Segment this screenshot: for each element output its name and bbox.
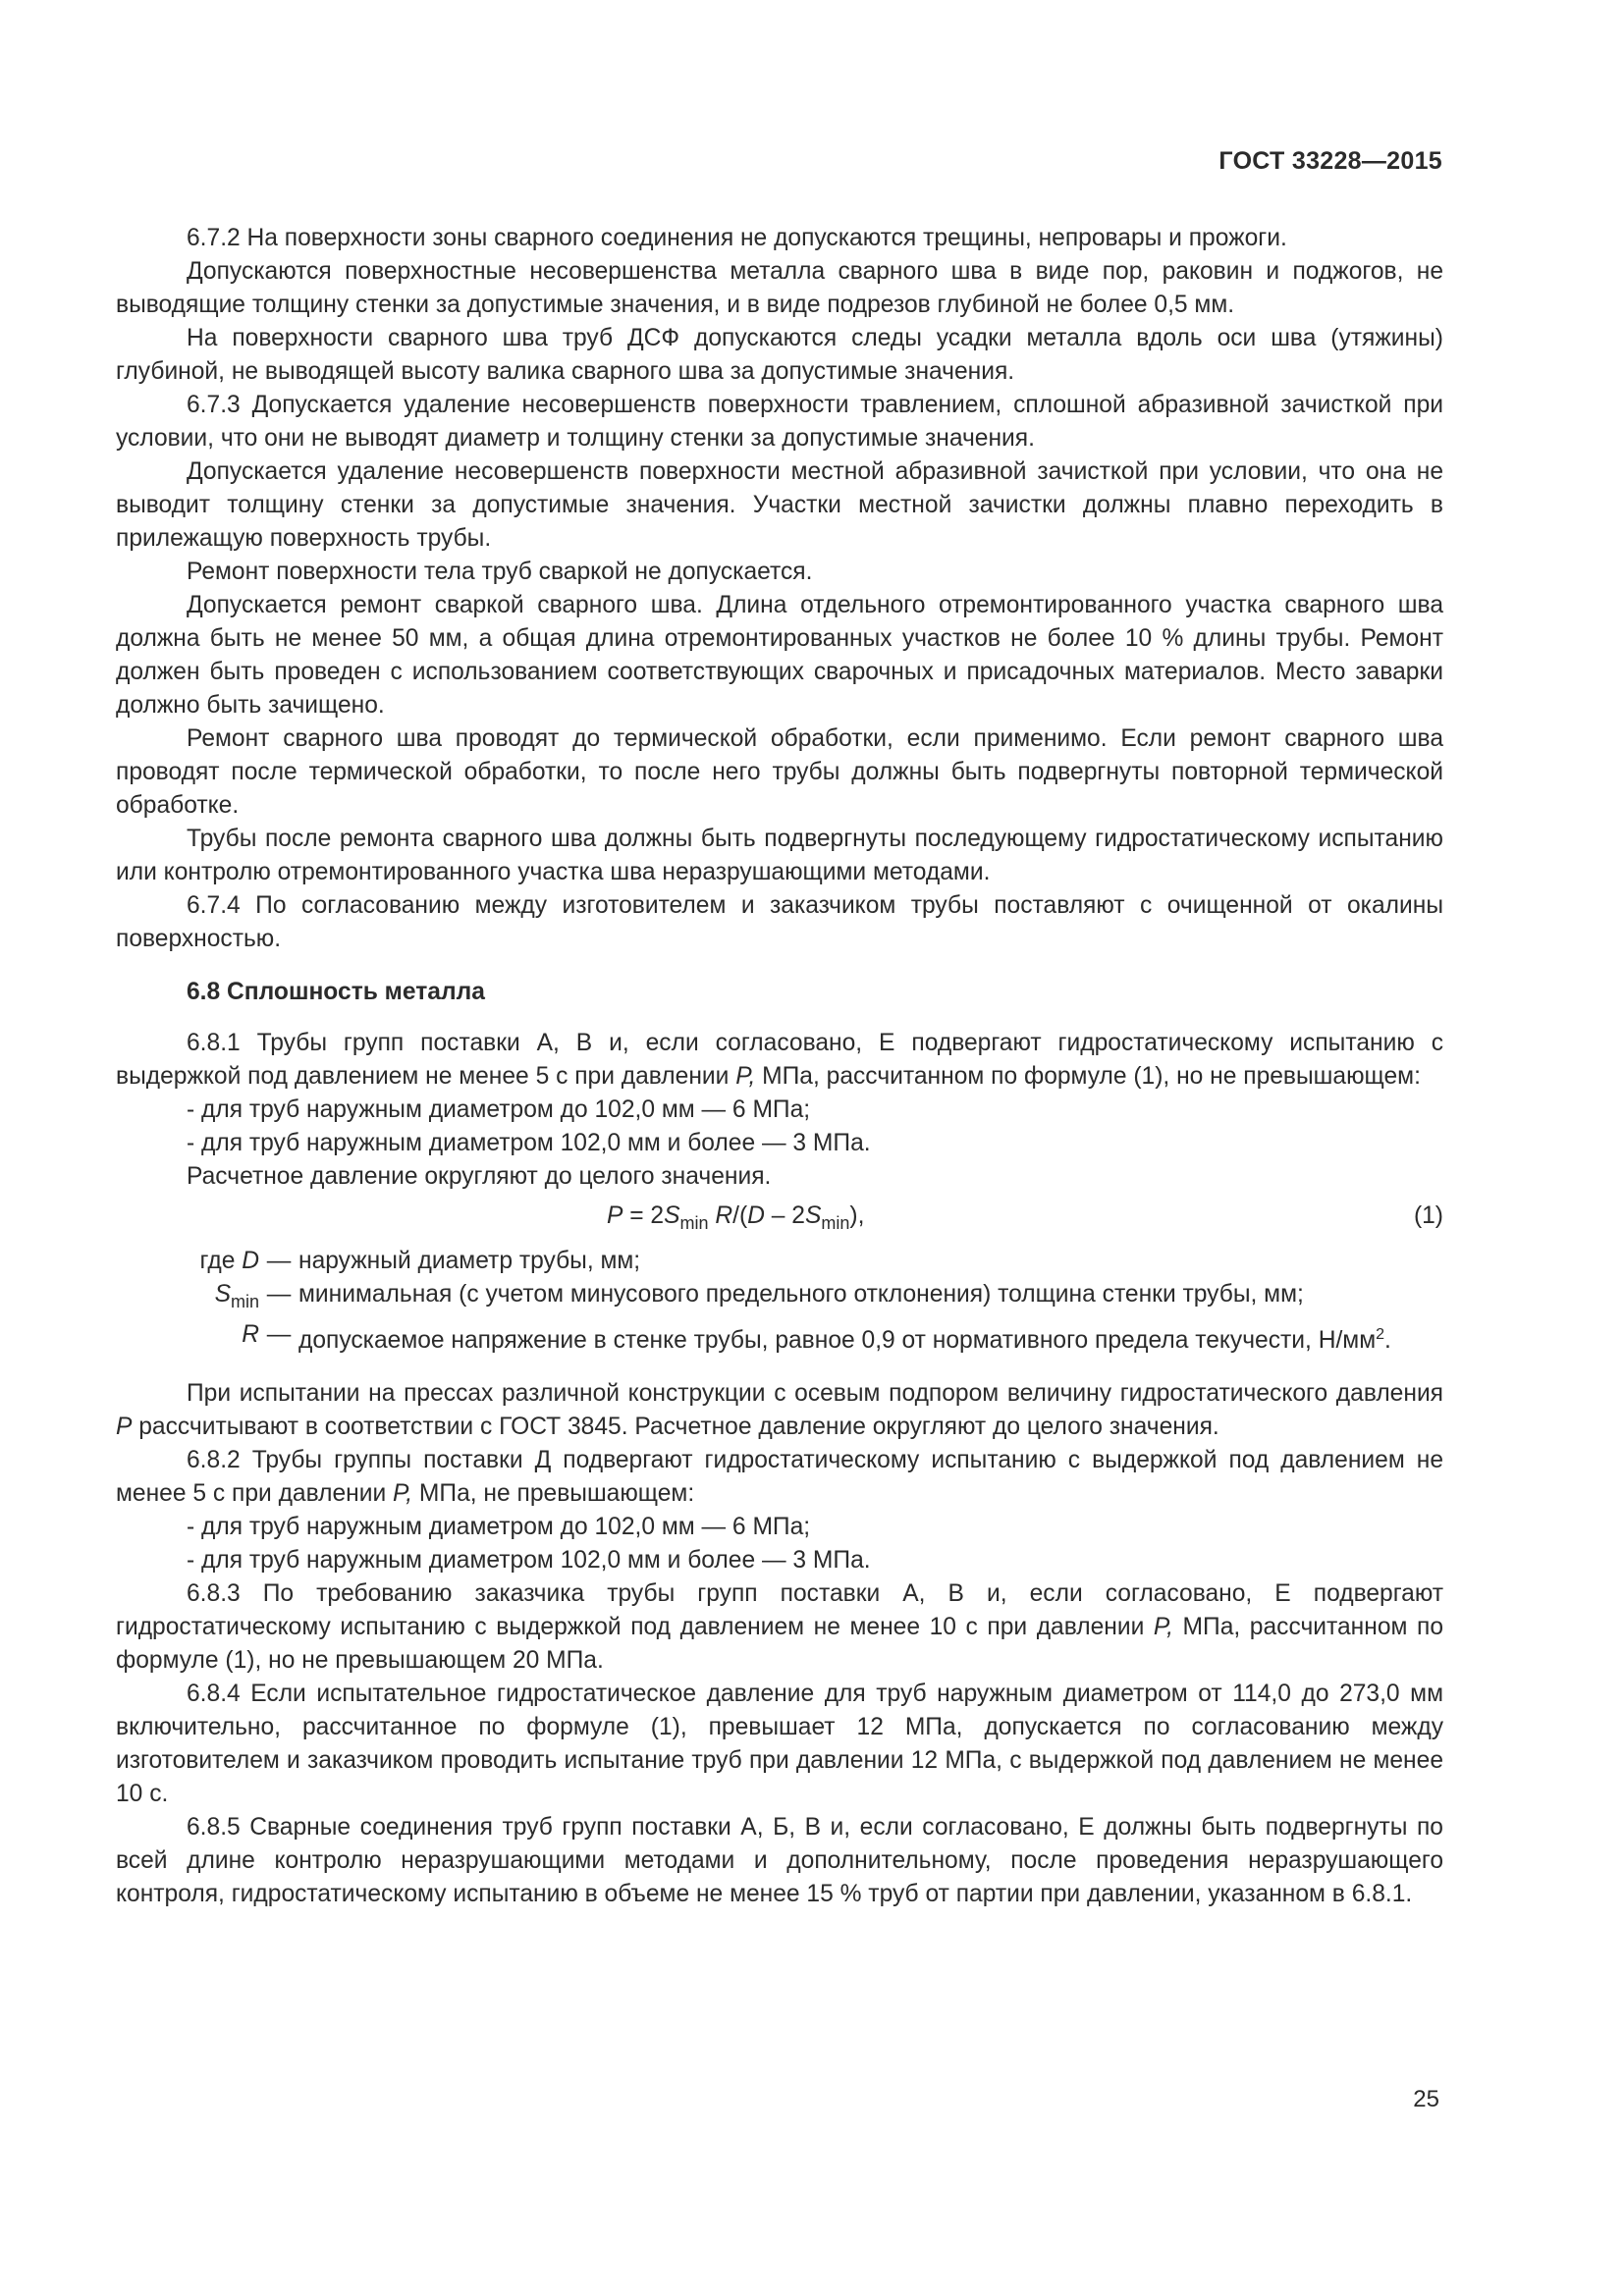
variable-p: P, — [1153, 1614, 1173, 1640]
symbol-r: R — [242, 1321, 259, 1348]
paragraph-6-8-5: 6.8.5 Сварные соединения труб групп поставки А, Б, В и, если согласовано, Е должны быть подвергнуты по всей длине контролю неразрушающими методами и дополнительному, после проведения неразрушающего контроля, гидростатическому испытанию в объеме не менее 15 % труб от партии при давлении, указанном в 6.8.1. — [116, 1814, 1443, 1907]
symbol-s: S — [214, 1281, 231, 1308]
formula-part: = 2 — [623, 1202, 665, 1229]
paragraph-rounding-note: Расчетное давление округляют до целого значения. — [187, 1163, 772, 1190]
text-run: допускаемое напряжение в стенке трубы, равное 0,9 от нормативного предела текучести, Н/мм — [298, 1327, 1377, 1354]
definition-dash: — — [266, 1321, 292, 1348]
superscript: 2 — [1376, 1326, 1385, 1343]
definition-dash: — — [266, 1281, 292, 1308]
symbol-sub-min: min — [230, 1292, 259, 1311]
formula-sub-min: min — [821, 1213, 850, 1233]
definition-text: минимальная (с учетом минусового предельного отклонения) толщина стенки трубы, мм; — [298, 1281, 1304, 1308]
formula-var-s: S — [664, 1202, 680, 1229]
definition-symbol — [116, 1278, 259, 1318]
formula-definitions — [116, 1245, 1443, 1358]
definition-symbol — [116, 1245, 259, 1278]
text-run: 6.8.2 Трубы группы поставки Д подвергают гидростатическому испытанию с выдержкой под давлением не менее 5 с при давлении — [116, 1447, 1443, 1507]
paragraph-6-8-2 — [116, 1444, 1443, 1511]
text-run: МПа, рассчитанном по формуле (1), но не превышающем: — [755, 1063, 1421, 1090]
variable-p: P, — [735, 1063, 756, 1090]
list-item-6-8-2-a: - для труб наружным диаметром до 102,0 мм — 6 МПа; — [187, 1514, 811, 1540]
formula-var-r: R — [708, 1202, 733, 1229]
paragraph-6-7-2: 6.7.2 На поверхности зоны сварного соединения не допускаются трещины, непровары и прожоги. — [187, 225, 1287, 251]
formula-var-p: P — [607, 1202, 623, 1229]
paragraph-6-7-3: 6.7.3 Допускается удаление несовершенств поверхности травлением, сплошной абразивной зачисткой при условии, что они не выводят диаметр и толщину стенки за допустимые значения. — [116, 392, 1443, 452]
paragraph-body-repair: Ремонт поверхности тела труб сваркой не допускается. — [187, 559, 813, 585]
definition-symbol — [116, 1318, 259, 1358]
text-run: При испытании на прессах различной конструкции с осевым подпором величину гидростатического давления — [187, 1380, 1443, 1407]
text-run: МПа, рассчитанном по формуле (1), но не превышающем 20 МПа. — [116, 1614, 1444, 1674]
formula-var-d: D — [747, 1202, 765, 1229]
variable-p: P, — [393, 1480, 413, 1507]
page-number: 25 — [1413, 2086, 1439, 2112]
paragraph-weld-repair: Допускается ремонт сваркой сварного шва. Длина отдельного отремонтированного участка сварного шва должна быть не менее 50 мм, а общая длина отремонтированных участков не более 10 % длины трубы. Ремонт должен быть проведен с использованием соответствующих сварочных и присадочных материалов. Место заварки должно быть зачищено. — [116, 592, 1443, 719]
formula-part: ), — [849, 1202, 865, 1229]
variable-p: Р — [116, 1414, 133, 1440]
section-title-6-8: 6.8 Сплошность металла — [187, 979, 485, 1005]
paragraph-6-8-4: 6.8.4 Если испытательное гидростатическое давление для труб наружным диаметром от 114,0 до 273,0 мм включительно, рассчитанное по формуле (1), превышает 12 МПа, допускается по согласованию между изготовителем и заказчиком проводить испытание труб при давлении 12 МПа, с выдержкой под давлением не менее 10 с. — [116, 1681, 1443, 1807]
text-run: 6.8.1 Трубы групп поставки А, В и, если согласовано, Е подвергают гидростатическому испытанию с выдержкой под давлением не менее 5 с при давлении — [116, 1030, 1443, 1090]
text-run: МПа, не превышающем: — [412, 1480, 695, 1507]
text-run: 6.8.3 По требованию заказчика трубы групп поставки А, В и, если согласовано, Е подвергают гидростатическому испытанию с выдержкой под давлением не менее 10 с при давлении — [116, 1580, 1443, 1640]
paragraph-repair-heat-treatment: Ремонт сварного шва проводят до термической обработки, если применимо. Если ремонт сварного шва проводят после термической обработки, то после него трубы должны быть подвергнуты повторной термической обработке. — [116, 725, 1443, 819]
definition-text — [298, 1318, 1443, 1358]
text-run: рассчитывают в соответствии с ГОСТ 3845. Расчетное давление округляют до целого значения. — [132, 1414, 1219, 1440]
symbol-d: D — [242, 1248, 259, 1274]
where-label: где — [199, 1248, 243, 1274]
definition-d — [116, 1245, 1443, 1278]
formula-sub-min: min — [679, 1213, 709, 1233]
list-item-6-8-1-a: - для труб наружным диаметром до 102,0 мм — 6 МПа; — [187, 1096, 811, 1123]
definition-r — [116, 1318, 1443, 1358]
formula-part: – 2 — [764, 1202, 805, 1229]
paragraph-6-8-1 — [116, 1027, 1443, 1094]
paragraph-local-grinding: Допускается удаление несовершенств поверхности местной абразивной зачисткой при условии, что она не выводит толщину стенки за допустимые значения. Участки местной зачистки должны плавно переходить в прилежащую поверхность трубы. — [116, 458, 1443, 552]
paragraph-surface-imperfections: Допускаются поверхностные несовершенства металла сварного шва в виде пор, раковин и поджогов, не выводящие толщину стенки за допустимые значения, и в виде подрезов глубиной не более 0,5 мм. — [116, 258, 1443, 318]
list-item-6-8-2-b: - для труб наружным диаметром 102,0 мм и более — 3 МПа. — [187, 1547, 871, 1574]
formula-var-s: S — [804, 1202, 822, 1229]
definition-dash: — — [266, 1248, 292, 1274]
definition-text: наружный диаметр трубы, мм; — [298, 1248, 641, 1274]
formula-number: (1) — [1413, 1202, 1443, 1229]
paragraph-dsf-shrinkage: На поверхности сварного шва труб ДСФ допускаются следы усадки металла вдоль оси шва (утяжины) глубиной, не выводящей высоту валика сварного шва за допустимые значения. — [116, 325, 1443, 385]
paragraph-6-8-3 — [116, 1577, 1443, 1678]
paragraph-press-note — [116, 1377, 1443, 1444]
document-code-header: ГОСТ 33228—2015 — [1218, 147, 1442, 175]
formula-row — [116, 1200, 1443, 1239]
paragraph-repair-testing: Трубы после ремонта сварного шва должны быть подвергнуты последующему гидростатическому испытанию или контролю отремонтированного участка шва неразрушающими методами. — [116, 826, 1443, 885]
definition-smin — [116, 1278, 1443, 1318]
list-item-6-8-1-b: - для труб наружным диаметром 102,0 мм и более — 3 МПа. — [187, 1130, 871, 1156]
formula-part: /( — [732, 1202, 748, 1229]
paragraph-6-7-4: 6.7.4 По согласованию между изготовителем и заказчиком трубы поставляют с очищенной от окалины поверхностью. — [116, 892, 1443, 952]
text-run: . — [1384, 1327, 1391, 1354]
page-content — [116, 222, 1443, 1911]
formula-pressure — [607, 1200, 864, 1240]
